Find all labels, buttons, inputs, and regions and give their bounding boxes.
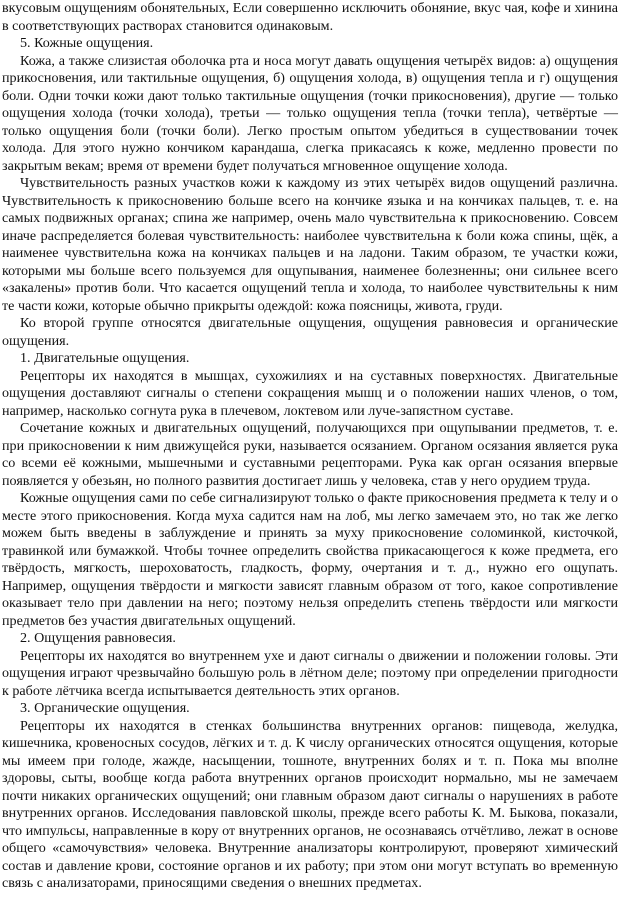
paragraph-skin-signals: Кожные ощущения сами по себе сигнализируют только о факте прикосновения предмета к телу и о месте этого прикосновения. Когда муха садится нам на лоб, мы легко замечаем это, но так же легко можем быть введены в заблуждение и принять за муху прикосновение соломинкой, кисточкой, травинкой или бумажкой. Чтобы точнее определить свойства прикасающегося к коже предмета, его твёрдость, мягкость, шероховатость, гладкость, форму, очертания и т. д., нужно его ощупать. Например, ощущения твёрдости и мягкости зависят главным образом от того, какое сопротивление оказывает тело при давлении на него; поэтому нельзя определить степень твёрдости или мягкости предметов без участия двигательных ощущений.	[2, 490, 619, 629]
heading-motor-sensations: 1. Двигательные ощущения.	[20, 350, 190, 366]
heading-skin-sensations: 5. Кожные ощущения.	[20, 35, 154, 51]
paragraph-organic-receptors: Рецепторы их находятся в стенках большинства внутренних органов: пищевода, желудка, кишечника, кровеносных сосудов, лёгких и т. д. К числу органических относятся ощущения, которые мы имеем при голоде, жажде, насыщении, тошноте, внутренних болях и т. п. Пока мы вполне здоровы, сыты, вообще когда работа внутренних органов происходит нормально, мы не замечаем почти никаких органических ощущений; они главным образом дают сигналы о нарушениях в работе внутренних органов. Исследования павловской школы, прежде всего работы К. М. Быкова, показали, что импульсы, направленные в кору от внутренних органов, не осознаваясь отчётливо, лежат в основе общего «самочувствия» человека. Внутренние анализаторы контролируют, проверяют химический состав и давление крови, состояние органов и их работу; при этом они могут вступать во временную связь с анализаторами, приносящими сведения о внешних предметах.	[2, 717, 618, 891]
heading-balance-sensations: 2. Ощущения равновесия.	[20, 630, 176, 646]
paragraph-skin-sensitivity: Чувствительность разных участков кожи к каждому из этих четырёх видов ощущений различна. Чувствительность к прикосновению больше всего на кончике языка и на кончиках пальцев, т. е. на самых подвижных органах; спина же например, очень мало чувствительна к прикосновению. Совсем иначе распределяется болевая чувствительность: наиболее чувствительна к боли кожа спины, щёк, а наименее чувствительна кожа на кончиках пальцев и на ладони. Таким образом, те участки кожи, которыми мы больше всего пользуемся для ощупывания, наименее болезненны; они сильнее всего «закалены» против боли. Что касается ощущений тепла и холода, то наиболее чувствительны к ним те части кожи, которые обычно прикрыты одеждой: кожа поясницы, живота, груди.	[2, 175, 618, 314]
paragraph-skin-types: Кожа, а также слизистая оболочка рта и носа могут давать ощущения четырёх видов: а) ощущения прикосновения, или тактильные ощущения, б) ощущения холода, в) ощущения тепла и г) ощущения боли. Одни точки кожи дают только тактильные ощущения (точки прикосновения), другие — только ощущения холода (точки холода), третьи — только ощущения тепла (точки тепла), четвёртые — только ощущения боли (точки боли). Легко простым опытом убедиться в существовании точек холода. Для этого нужно кончиком карандаша, слегка прикасаясь к коже, медленно провести по закрытым векам; время от времени будет получаться мгновенное ощущение холода.	[2, 52, 618, 174]
heading-organic-sensations: 3. Органические ощущения.	[20, 700, 190, 716]
paragraph-motor-receptors: Рецепторы их находятся в мышцах, сухожилиях и на суставных поверхностях. Двигательные ощущения доставляют сигналы о степени сокращения мышц и о положении наших членов, о том, например, насколько согнута рука в плечевом, локтевом или луче-запястном суставе.	[2, 367, 618, 419]
paragraph-balance-receptors: Рецепторы их находятся во внутреннем ухе и дают сигналы о движении и положении головы. Эти ощущения играют чрезвычайно большую роль в лётном деле; поэтому при определении пригодности к работе лётчика всегда испытывается деятельность этих органов.	[2, 647, 618, 699]
paragraph-second-group: Ко второй группе относятся двигательные ощущения, ощущения равновесия и органические ощущения.	[2, 315, 618, 349]
paragraph-touch: Сочетание кожных и двигательных ощущений, получающихся при ощупывании предметов, т. е. при прикосновении к ним движущейся руки, называется осязанием. Органом осязания является рука со всеми её кожными, мышечными и суставными рецепторами. Рука как орган осязания впервые появляется у обезьян, но полного развития достигает лишь у человека, став у него орудием труда.	[2, 420, 618, 489]
paragraph-continuation: вкусовым ощущениям обонятельных, Если совершенно исключить обоняние, вкус чая, кофе и хинина в соответствующих растворах становится одинаковым.	[2, 0, 618, 34]
